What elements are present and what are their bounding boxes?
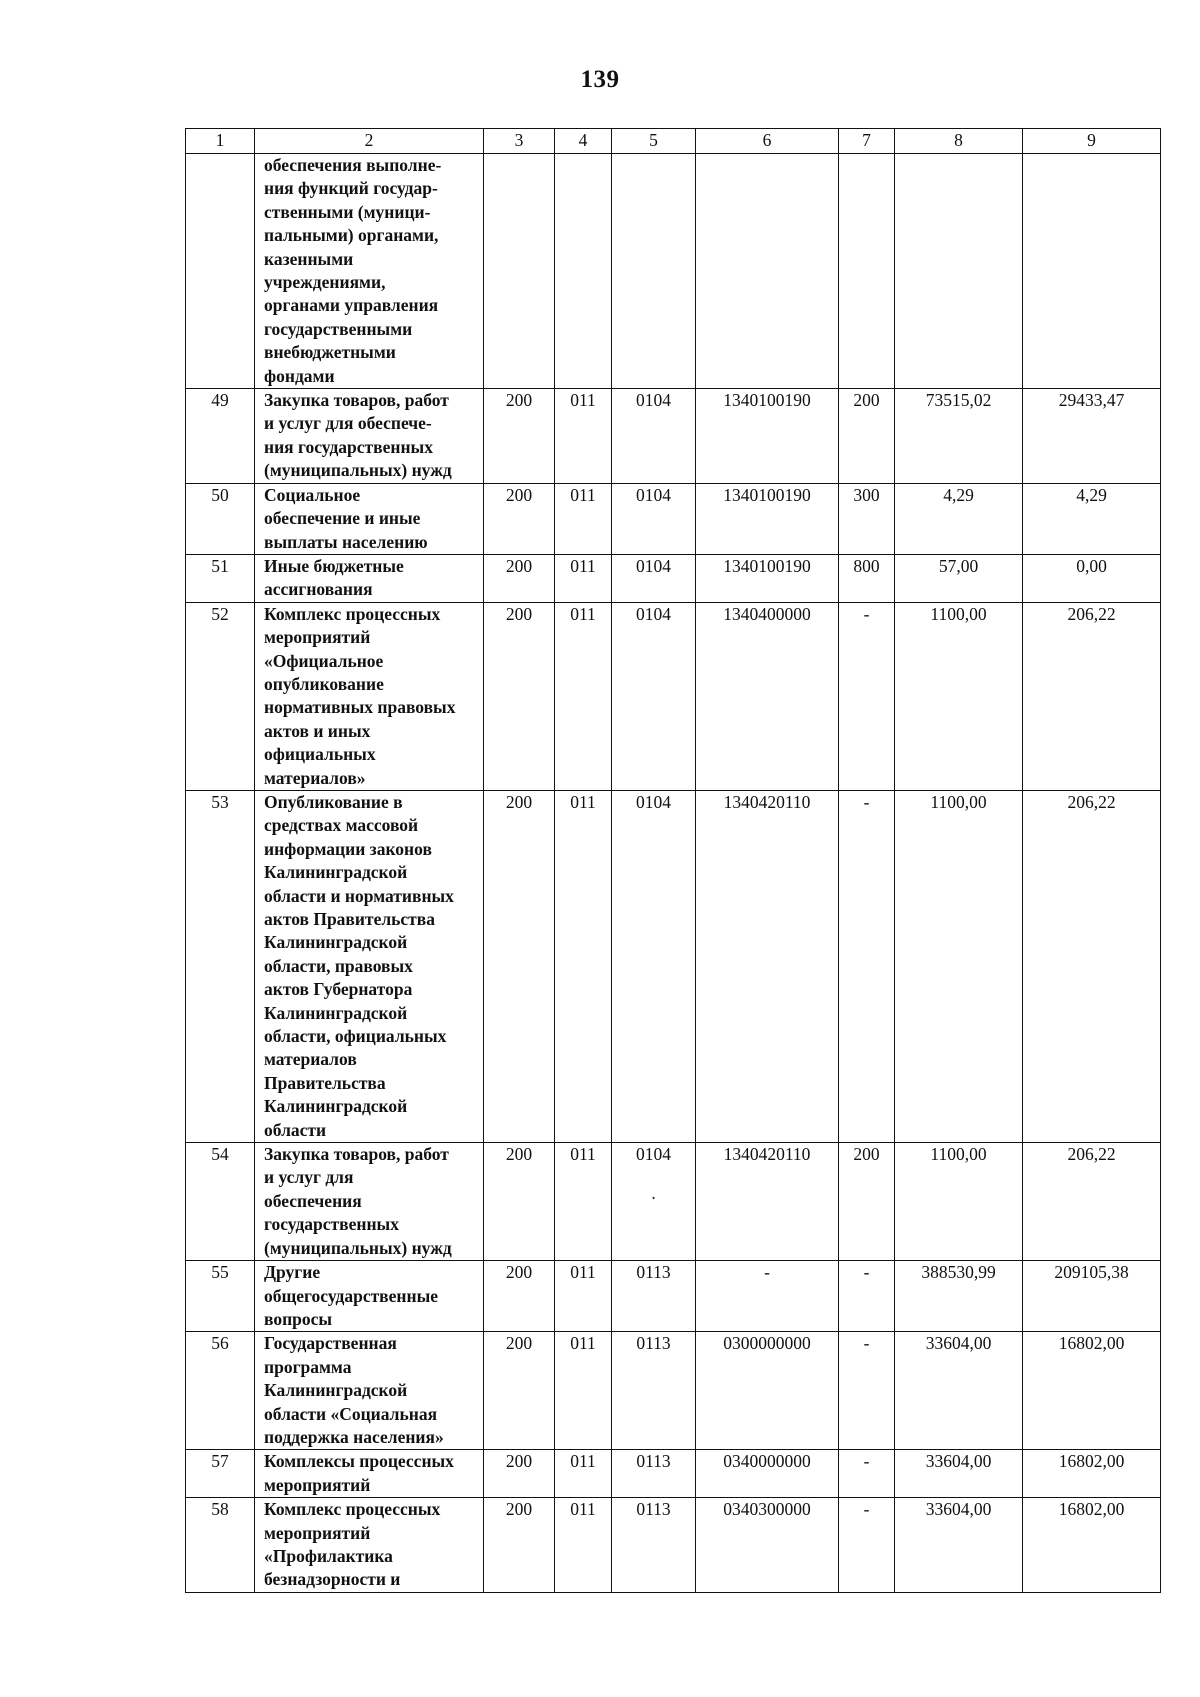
item-name-cell [255,1450,484,1498]
item-name-line: учреждениями, [264,272,386,293]
row-number-cell: 51 [186,554,255,602]
expense-type-cell: 200 [839,1143,895,1261]
item-name-line: Калининградской [264,932,408,953]
department-code-cell: 011 [555,483,612,554]
item-name-cell [255,483,484,554]
item-name-line: материалов» [264,767,366,788]
item-name-line: опубликование [264,673,384,694]
target-article-cell: 1340420110 [696,790,839,1142]
row-number-cell [186,154,255,389]
row-number-cell: 55 [186,1261,255,1332]
item-name-line: (муниципальных) нужд [264,1237,452,1258]
admin-code-cell: 200 [484,1450,555,1498]
item-name-cell [255,1498,484,1593]
table-header-row [186,129,1161,154]
item-name-line: Правительства [264,1072,386,1093]
item-name-line: поддержка населения» [264,1426,444,1447]
item-name-cell [255,1261,484,1332]
column-header: 9 [1023,129,1161,154]
section-code-cell [612,1143,696,1261]
item-name-line: Комплекс процессных [264,1499,441,1520]
department-code-cell: 011 [555,1332,612,1450]
target-article-cell: 1340100190 [696,483,839,554]
table-row [186,1143,1161,1261]
item-name-line: информации законов [264,838,432,859]
item-name-line: Комплекс процессных [264,603,441,624]
stray-mark: . [651,1183,656,1204]
admin-code-cell: 200 [484,389,555,484]
item-name-line: ния государственных [264,436,433,457]
item-name-line: мероприятий [264,1474,371,1495]
table-row [186,554,1161,602]
item-name-line: Государственная [264,1333,397,1354]
item-name-line: казенными [264,248,354,269]
item-name-line: Социальное [264,484,361,505]
executed-amount-cell: 206,22 [1023,790,1161,1142]
admin-code-cell: 200 [484,790,555,1142]
table-row [186,790,1161,1142]
column-header: 5 [612,129,696,154]
item-name-line: области, правовых [264,955,413,976]
item-name-line: области [264,1119,327,1140]
item-name-line: обеспечение и иные [264,508,421,529]
section-code-value: 0113 [636,1499,671,1520]
expense-type-cell [839,154,895,389]
table-row [186,602,1161,790]
planned-amount-cell: 33604,00 [895,1332,1023,1450]
table-row [186,1498,1161,1593]
item-name-line: внебюджетными [264,342,396,363]
executed-amount-cell: 16802,00 [1023,1498,1161,1593]
section-code-value: 0113 [636,1451,671,1472]
column-header: 3 [484,129,555,154]
planned-amount-cell: 33604,00 [895,1450,1023,1498]
admin-code-cell [484,154,555,389]
budget-table [185,128,1161,1593]
item-name-line: области «Социальная [264,1403,438,1424]
item-name-line: безнадзорности и [264,1569,401,1590]
expense-type-cell: - [839,790,895,1142]
item-name-line: мероприятий [264,627,371,648]
item-name-line: актов и иных [264,720,371,741]
target-article-cell: 1340100190 [696,554,839,602]
executed-amount-cell: 29433,47 [1023,389,1161,484]
expense-type-cell: - [839,1498,895,1593]
item-name-line: ассигнования [264,579,373,600]
section-code-value: 0104 [636,555,671,576]
item-name-line: Калининградской [264,1096,408,1117]
item-name-line: государственными [264,318,413,339]
row-number-cell: 56 [186,1332,255,1450]
target-article-cell: 0300000000 [696,1332,839,1450]
item-name-line: средствах массовой [264,815,419,836]
page-number: 139 [580,66,620,93]
target-article-cell: 1340400000 [696,602,839,790]
expense-type-cell: - [839,1450,895,1498]
section-code-cell [612,1450,696,1498]
admin-code-cell: 200 [484,602,555,790]
department-code-cell: 011 [555,1261,612,1332]
target-article-cell: 0340300000 [696,1498,839,1593]
row-number-cell: 53 [186,790,255,1142]
section-code-cell [612,790,696,1142]
expense-type-cell: - [839,602,895,790]
planned-amount-cell: 1100,00 [895,790,1023,1142]
column-header: 7 [839,129,895,154]
planned-amount-cell [895,154,1023,389]
item-name-line: выплаты населению [264,531,428,552]
item-name-cell [255,1332,484,1450]
table-row [186,389,1161,484]
department-code-cell: 011 [555,1450,612,1498]
section-code-cell [612,1498,696,1593]
admin-code-cell: 200 [484,483,555,554]
item-name-line: фондами [264,365,335,386]
target-article-cell [696,154,839,389]
section-code-cell [612,1332,696,1450]
item-name-cell [255,790,484,1142]
table-row [186,483,1161,554]
row-number-cell: 52 [186,602,255,790]
section-code-cell [612,554,696,602]
item-name-line: Опубликование в [264,791,403,812]
executed-amount-cell: 206,22 [1023,1143,1161,1261]
admin-code-cell: 200 [484,1143,555,1261]
row-number-cell: 54 [186,1143,255,1261]
executed-amount-cell: 0,00 [1023,554,1161,602]
item-name-line: Другие [264,1262,321,1283]
admin-code-cell: 200 [484,554,555,602]
item-name-line: государственных [264,1214,399,1235]
column-header: 6 [696,129,839,154]
item-name-line: мероприятий [264,1522,371,1543]
department-code-cell: 011 [555,790,612,1142]
section-code-cell [612,154,696,389]
expense-type-cell: 800 [839,554,895,602]
item-name-line: нормативных правовых [264,697,456,718]
item-name-line: материалов [264,1049,357,1070]
target-article-cell: 1340100190 [696,389,839,484]
department-code-cell: 011 [555,602,612,790]
planned-amount-cell: 73515,02 [895,389,1023,484]
planned-amount-cell: 388530,99 [895,1261,1023,1332]
section-code-cell [612,602,696,790]
item-name-line: обеспечения [264,1190,362,1211]
item-name-line: обеспечения выполне- [264,155,442,175]
item-name-cell [255,602,484,790]
table-row [186,1450,1161,1498]
row-number-cell: 57 [186,1450,255,1498]
expense-type-cell: - [839,1261,895,1332]
department-code-cell [555,154,612,389]
item-name-line: области и нормативных [264,885,454,906]
expense-type-cell: 300 [839,483,895,554]
planned-amount-cell: 57,00 [895,554,1023,602]
department-code-cell: 011 [555,1498,612,1593]
target-article-cell: 1340420110 [696,1143,839,1261]
target-article-cell: 0340000000 [696,1450,839,1498]
item-name-line: «Официальное [264,650,384,671]
item-name-line: ственными (муници- [264,201,431,222]
section-code-value: 0104 [636,791,671,812]
column-header: 4 [555,129,612,154]
department-code-cell: 011 [555,389,612,484]
admin-code-cell: 200 [484,1498,555,1593]
executed-amount-cell: 16802,00 [1023,1332,1161,1450]
planned-amount-cell: 1100,00 [895,1143,1023,1261]
column-header: 1 [186,129,255,154]
section-code-value: 0104 [636,390,671,411]
item-name-cell [255,554,484,602]
executed-amount-cell: 206,22 [1023,602,1161,790]
item-name-line: Закупка товаров, работ [264,1144,449,1165]
executed-amount-cell: 4,29 [1023,483,1161,554]
executed-amount-cell: 16802,00 [1023,1450,1161,1498]
item-name-line: области, официальных [264,1026,447,1047]
section-code-cell [612,389,696,484]
item-name-cell [255,389,484,484]
item-name-line: актов Правительства [264,909,435,929]
section-code-value: 0104 [636,1144,671,1165]
item-name-line: и услуг для [264,1167,354,1188]
item-name-line: официальных [264,744,376,765]
table-row [186,1332,1161,1450]
expense-type-cell: - [839,1332,895,1450]
item-name-line: пальными) органами, [264,225,439,246]
department-code-cell: 011 [555,554,612,602]
column-header: 2 [255,129,484,154]
item-name-line: Комплексы процессных [264,1451,454,1472]
item-name-line: Калининградской [264,1380,408,1401]
item-name-line: органами управления [264,295,439,316]
item-name-line: программа [264,1356,352,1377]
expense-type-cell: 200 [839,389,895,484]
row-number-cell: 49 [186,389,255,484]
section-code-value: 0104 [636,603,671,624]
section-code-cell [612,483,696,554]
admin-code-cell: 200 [484,1332,555,1450]
item-name-line: Калининградской [264,1002,408,1023]
row-number-cell: 58 [186,1498,255,1593]
item-name-cell [255,1143,484,1261]
column-header: 8 [895,129,1023,154]
department-code-cell: 011 [555,1143,612,1261]
item-name-line: Калининградской [264,862,408,883]
item-name-line: актов Губернатора [264,979,413,1000]
item-name-line: и услуг для обеспече- [264,413,432,434]
section-code-value: 0113 [636,1333,671,1354]
admin-code-cell: 200 [484,1261,555,1332]
item-name-line: ния функций государ- [264,178,438,199]
table-row [186,1261,1161,1332]
item-name-line: общегосударственные [264,1285,439,1306]
section-code-cell [612,1261,696,1332]
planned-amount-cell: 1100,00 [895,602,1023,790]
section-code-value: 0113 [636,1262,671,1283]
planned-amount-cell: 33604,00 [895,1498,1023,1593]
item-name-line: вопросы [264,1308,333,1329]
item-name-cell [255,154,484,389]
item-name-line: Иные бюджетные [264,555,404,576]
item-name-line: Закупка товаров, работ [264,390,449,411]
target-article-cell: - [696,1261,839,1332]
executed-amount-cell [1023,154,1161,389]
section-code-value: 0104 [636,484,671,505]
executed-amount-cell: 209105,38 [1023,1261,1161,1332]
row-number-cell: 50 [186,483,255,554]
item-name-line: (муниципальных) нужд [264,460,452,481]
item-name-line: «Профилактика [264,1545,393,1566]
table-row [186,154,1161,389]
planned-amount-cell: 4,29 [895,483,1023,554]
